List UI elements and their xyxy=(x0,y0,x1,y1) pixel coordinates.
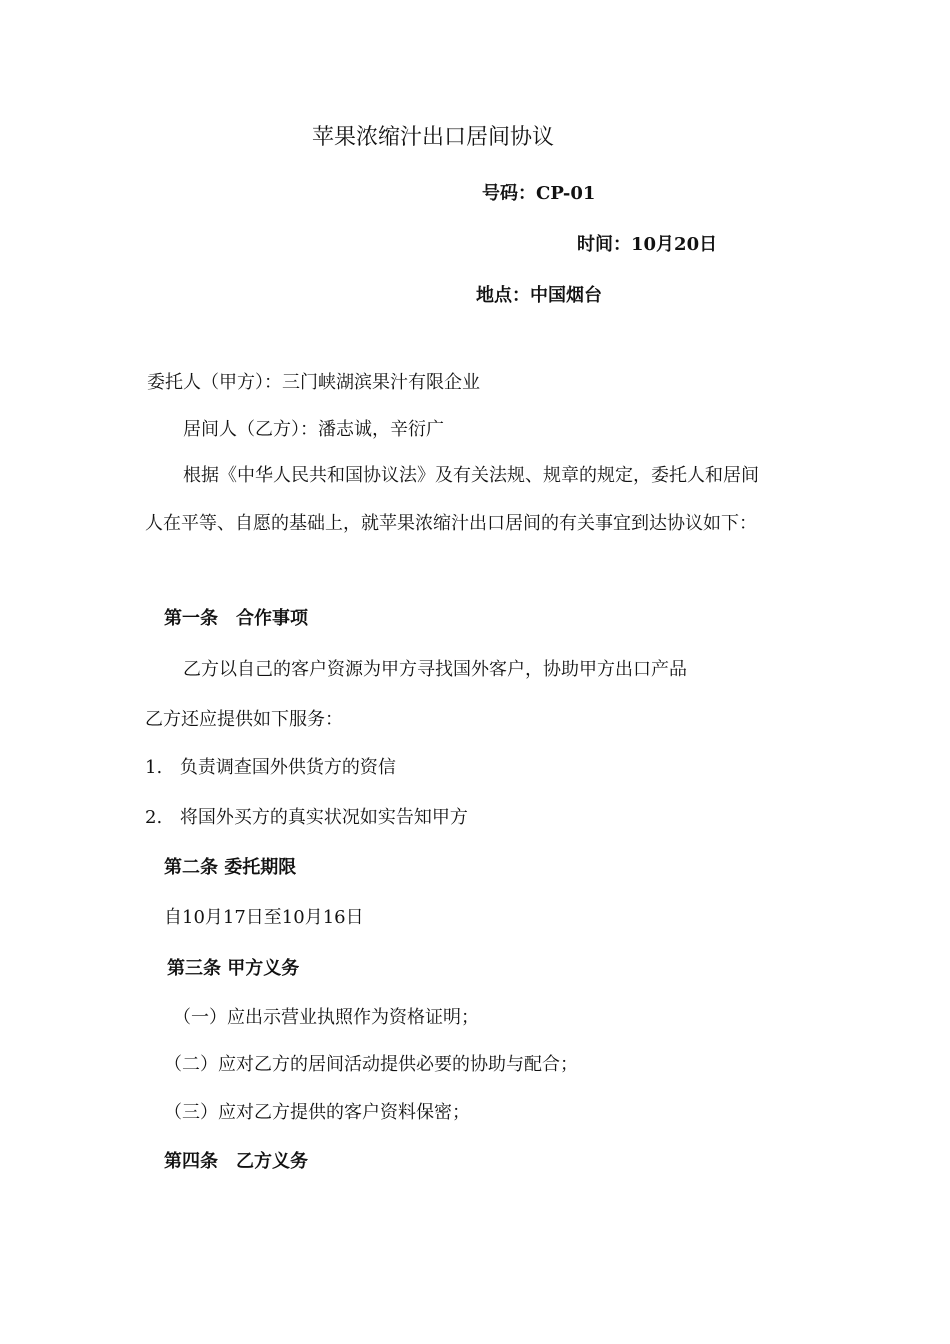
list-item-number: 1. xyxy=(145,757,163,778)
article-3-heading: 第三条 甲方义务 xyxy=(167,958,300,979)
article-4-heading: 第四条 乙方义务 xyxy=(164,1151,308,1172)
article-1-body: 乙方以自己的客户资源为甲方寻找国外客户，协助甲方出口产品 xyxy=(183,659,687,680)
document-time: 时间：10月20日 xyxy=(577,234,718,255)
client-line: 委托人（甲方）：三门峡湖滨果汁有限企业 xyxy=(147,372,480,393)
article-3-item: （一）应出示营业执照作为资格证明； xyxy=(173,1007,479,1028)
article-2-body: 自10月17日至10月16日 xyxy=(164,907,364,928)
list-item-text: 将国外买方的真实状况如实告知甲方 xyxy=(179,807,468,828)
list-item xyxy=(145,806,468,830)
document-place: 地点：中国烟台 xyxy=(476,285,602,306)
document-title: 苹果浓缩汁出口居间协议 xyxy=(312,125,555,150)
list-item xyxy=(145,756,396,780)
article-2-heading: 第二条 委托期限 xyxy=(164,857,297,878)
list-item-text: 负责调查国外供货方的资信 xyxy=(179,757,396,778)
article-3-item: （二）应对乙方的居间活动提供必要的协助与配合； xyxy=(164,1054,578,1075)
article-1-services-intro: 乙方还应提供如下服务： xyxy=(145,709,343,730)
list-item-number: 2. xyxy=(145,807,163,828)
article-1-heading: 第一条 合作事项 xyxy=(164,608,308,629)
preamble-line-1: 根据《中华人民共和国协议法》及有关法规、规章的规定，委托人和居间 xyxy=(183,465,759,486)
intermediary-line: 居间人（乙方）：潘志诚，辛衍广 xyxy=(183,419,444,440)
document-number: 号码：CP-01 xyxy=(482,183,596,204)
article-3-item: （三）应对乙方提供的客户资料保密； xyxy=(164,1102,470,1123)
preamble-line-2: 人在平等、自愿的基础上，就苹果浓缩汁出口居间的有关事宜到达协议如下： xyxy=(145,513,757,534)
